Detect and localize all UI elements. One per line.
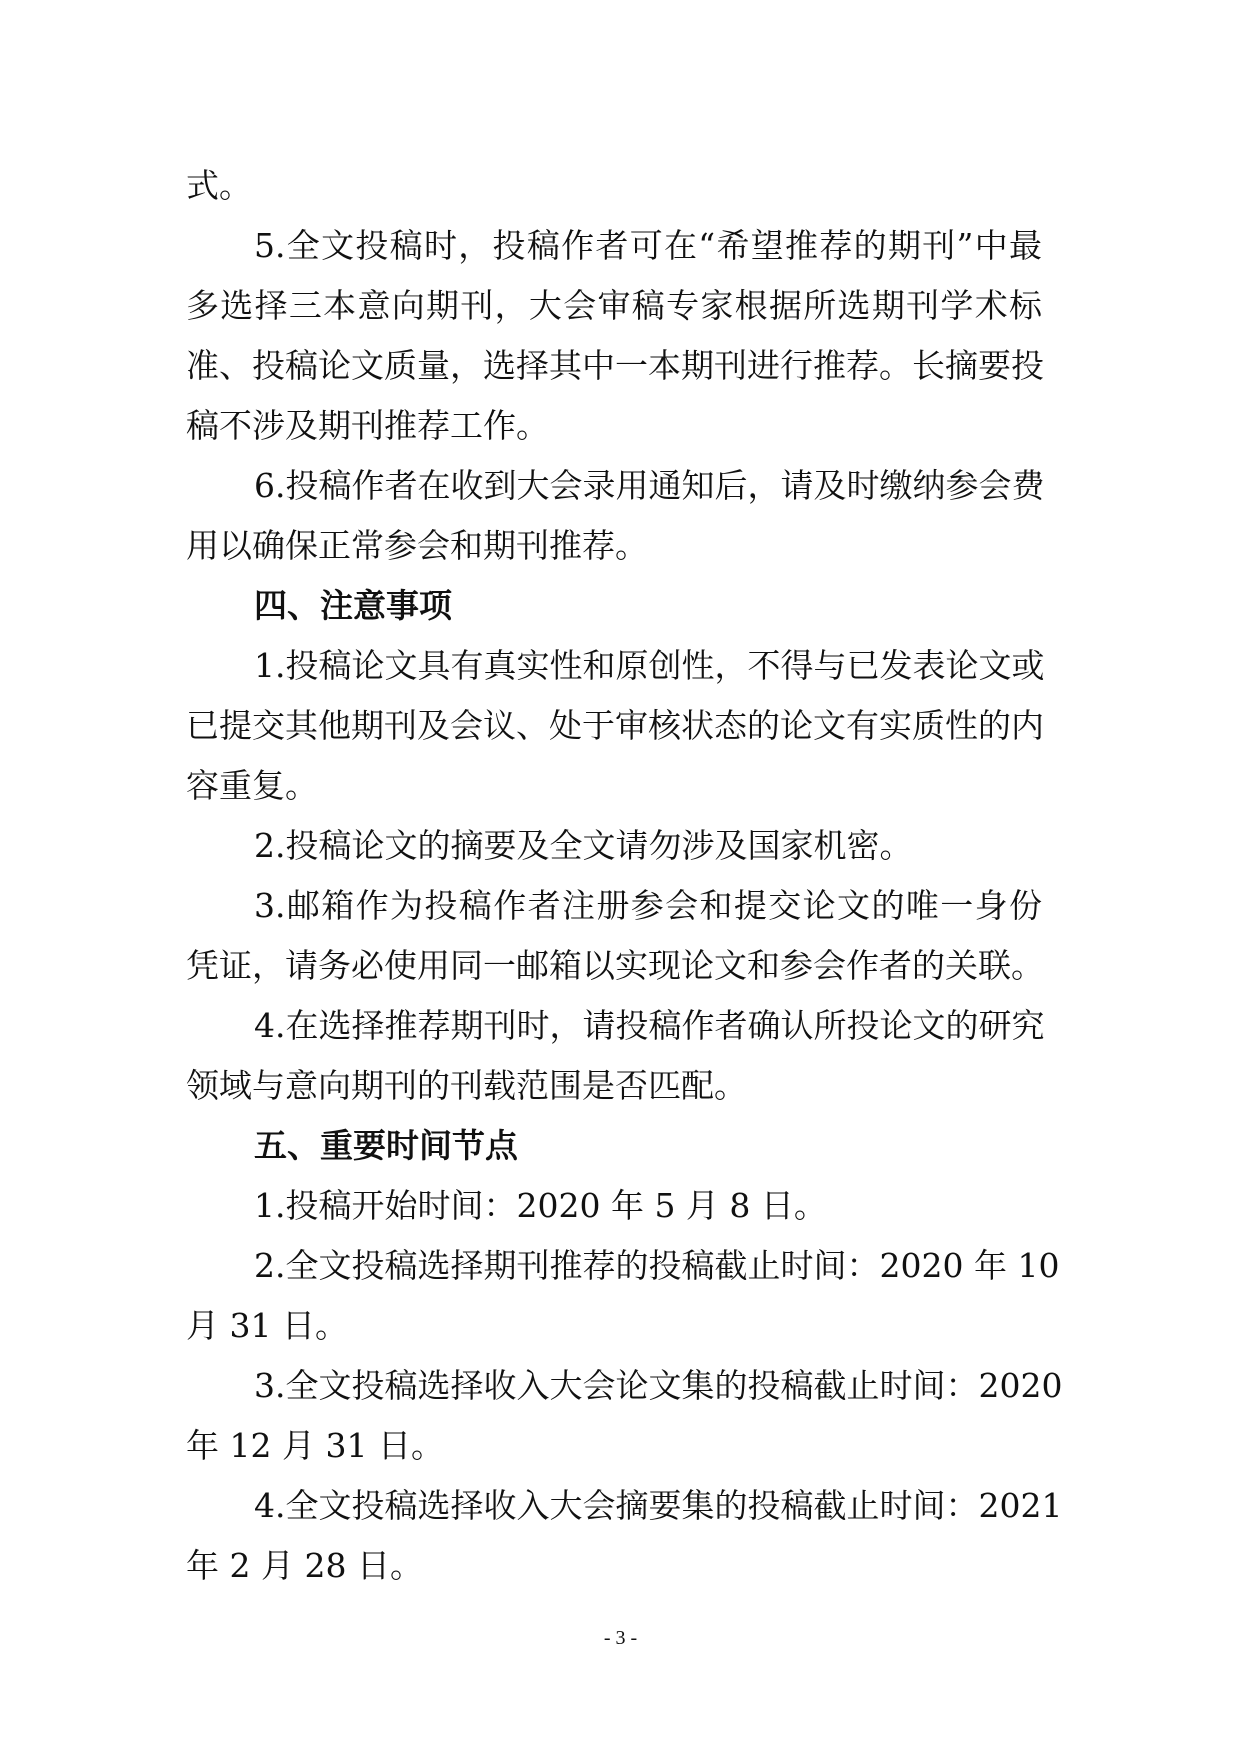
paragraph-line: 年 12 月 31 日。 (186, 1426, 444, 1465)
paragraph-line: 6.投稿作者在收到大会录用通知后，请及时缴纳参会费 (254, 466, 1045, 505)
paragraph-line: 多选择三本意向期刊，大会审稿专家根据所选期刊学术标 (186, 286, 1042, 325)
paragraph-line: 准、投稿论文质量，选择其中一本期刊进行推荐。长摘要投 (186, 346, 1044, 385)
paragraph-line: 4.在选择推荐期刊时，请投稿作者确认所投论文的研究 (254, 1006, 1045, 1045)
paragraph-line: 2.投稿论文的摘要及全文请勿涉及国家机密。 (254, 826, 913, 865)
paragraph-line: 1.投稿开始时间：2020 年 5 月 8 日。 (254, 1186, 827, 1225)
paragraph-line: 容重复。 (186, 766, 318, 805)
paragraph-line: 式。 (186, 166, 252, 205)
paragraph-line: 凭证，请务必使用同一邮箱以实现论文和参会作者的关联。 (186, 946, 1044, 985)
paragraph-line: 3.邮箱作为投稿作者注册参会和提交论文的唯一身份 (254, 886, 1042, 925)
paragraph-line: 年 2 月 28 日。 (186, 1546, 423, 1585)
paragraph-line: 领域与意向期刊的刊载范围是否匹配。 (186, 1066, 747, 1105)
paragraph-line: 用以确保正常参会和期刊推荐。 (186, 526, 648, 565)
paragraph-line: 1.投稿论文具有真实性和原创性，不得与已发表论文或 (254, 646, 1045, 685)
document-body (186, 156, 1063, 1596)
section-heading: 五、重要时间节点 (254, 1126, 518, 1165)
paragraph-line: 5.全文投稿时，投稿作者可在“希望推荐的期刊”中最 (254, 226, 1042, 265)
paragraph-line: 4.全文投稿选择收入大会摘要集的投稿截止时间：2021 (254, 1486, 1063, 1525)
paragraph-line: 3.全文投稿选择收入大会论文集的投稿截止时间：2020 (254, 1366, 1063, 1405)
page-number: - 3 - (603, 1627, 638, 1649)
paragraph-line: 稿不涉及期刊推荐工作。 (186, 406, 549, 445)
section-heading: 四、注意事项 (254, 586, 452, 625)
paragraph-line: 已提交其他期刊及会议、处于审核状态的论文有实质性的内 (186, 706, 1044, 745)
paragraph-line: 2.全文投稿选择期刊推荐的投稿截止时间：2020 年 10 (254, 1246, 1060, 1285)
paragraph-line: 月 31 日。 (186, 1306, 348, 1345)
